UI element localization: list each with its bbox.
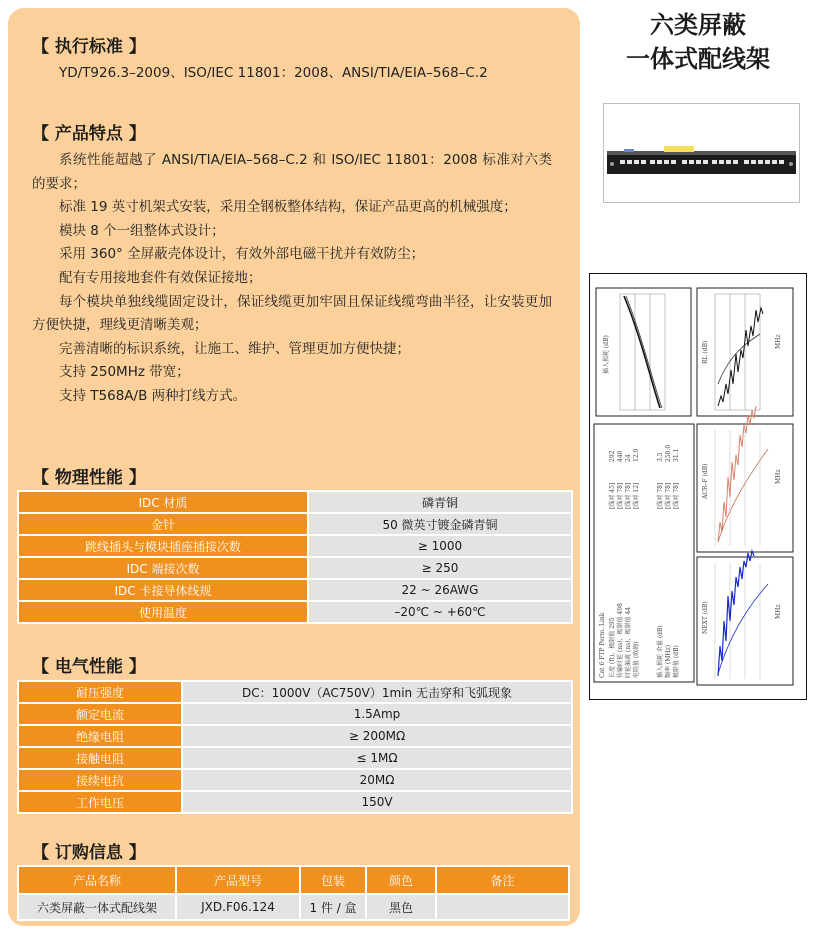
feature-item: 采用 360° 全屏蔽壳体设计，有效外部电磁干扰并有效防尘；: [59, 246, 425, 263]
acr-series: [718, 406, 756, 542]
table-label: 使用温度: [18, 601, 308, 623]
summary-pair: [线对 78]: [665, 482, 672, 509]
column-header: 备注: [436, 866, 569, 894]
product-title-line1: 六类屏蔽: [650, 11, 746, 39]
table-value: 20MΩ: [182, 769, 572, 791]
table-row: [18, 769, 572, 791]
feature-item: 标准 19 英寸机架式安装，采用全钢板整体结构，保证产品更高的机械强度；: [59, 199, 517, 216]
order-table: [17, 865, 570, 921]
next-mhz-label: MHz: [775, 604, 782, 619]
feature-item: 每个模块单独线缆固定设计，保证线缆更加牢固且保证线缆弯曲半径，让安装更加方便快捷，理线更清晰美观；: [32, 293, 552, 334]
summary-pair: [线对 78]: [673, 482, 680, 509]
table-row: [18, 894, 569, 920]
column-header: 包装: [300, 866, 366, 894]
table-label: 金针: [18, 513, 308, 535]
table-label: 耐压强度: [18, 681, 182, 703]
pair-value: 12.9: [633, 448, 640, 462]
table-cell: 黑色: [366, 894, 436, 920]
report-line: 时延偏离 (ns)，极限值 44: [625, 606, 632, 678]
summary-label: 插入损耗 余量 (dB): [657, 625, 664, 678]
table-header-row: [18, 866, 569, 894]
table-label: IDC 卡接导体线规: [18, 579, 308, 601]
table-row: [18, 791, 572, 813]
table-label: 接续电抗: [18, 769, 182, 791]
table-value: 50 微英寸镀金磷青铜: [308, 513, 572, 535]
product-title: [598, 8, 798, 76]
pair-label: [线对 12]: [633, 482, 640, 509]
table-label: 工作电压: [18, 791, 182, 813]
report-line: Cat 6 FTP Perm. Link: [599, 612, 606, 678]
summary-value: 250.0: [665, 444, 672, 462]
table-label: IDC 材质: [18, 491, 308, 513]
summary-value: 31.1: [673, 448, 680, 462]
summary-value: 3.5: [657, 452, 664, 462]
feature-item: 支持 T568A/B 两种打线方式。: [59, 387, 247, 404]
acr-mhz-label: MHz: [775, 469, 782, 484]
column-header: 产品型号: [176, 866, 300, 894]
test-report: [589, 273, 807, 700]
physical-heading: 【 物理性能 】: [32, 468, 146, 488]
feature-item: 模块 8 个一组整体式设计；: [59, 222, 225, 239]
report-line: 传输时延 (ns)，极限值 498: [617, 603, 624, 678]
table-row: [18, 557, 572, 579]
test-graphs: [590, 274, 805, 698]
features-list: [32, 149, 552, 409]
table-label: IDC 端接次数: [18, 557, 308, 579]
product-photo: [603, 103, 800, 203]
table-row: [18, 601, 572, 623]
table-label: 绝缘电阻: [18, 725, 182, 747]
summary-label: 频率 (MHz): [665, 644, 672, 678]
table-row: [18, 681, 572, 703]
pair-value: 440: [617, 450, 624, 462]
column-header: 颜色: [366, 866, 436, 894]
table-cell: 六类屏蔽一体式配线架: [18, 894, 176, 920]
table-value: 1.5Amp: [182, 703, 572, 725]
il-axis-label: 插入损耗 (dB): [603, 335, 610, 374]
table-value: ≥ 250: [308, 557, 572, 579]
feature-item: 配有专用接地套件有效保证接地；: [59, 269, 262, 286]
table-value: ≤ 1MΩ: [182, 747, 572, 769]
electrical-table: [17, 680, 573, 814]
standards-paragraph: YD/T926.3–2009、ISO/IEC 11801：2008、ANSI/TIA/EIA–568–C.2: [59, 65, 488, 81]
table-value: 磷青铜: [308, 491, 572, 513]
physical-table: [17, 490, 573, 624]
feature-item: 完善清晰的标识系统，让施工、维护、管理更加方便快捷；: [59, 340, 410, 357]
table-cell: JXD.F06.124: [176, 894, 300, 920]
column-header: 产品名称: [18, 866, 176, 894]
pair-value: 24: [625, 454, 632, 462]
standards-heading: 【 执行标准 】: [32, 37, 146, 57]
summary-label: 极限值 (dB): [673, 645, 680, 678]
summary-pair: [线对 78]: [657, 482, 664, 509]
table-label: 跳线插头与模块插座插接次数: [18, 535, 308, 557]
table-label: 接触电阻: [18, 747, 182, 769]
table-row: [18, 725, 572, 747]
product-title-line2: 一体式配线架: [626, 45, 770, 73]
pair-label: [线对 78]: [617, 482, 624, 509]
table-value: ≥ 200MΩ: [182, 725, 572, 747]
table-row: [18, 579, 572, 601]
rl-axis-label: RL (dB): [702, 340, 709, 364]
table-label: 额定电流: [18, 703, 182, 725]
pair-label: [线对 45]: [609, 482, 616, 509]
next-axis-label: NEXT (dB): [702, 601, 709, 634]
table-row: [18, 703, 572, 725]
feature-item: 支持 250MHz 带宽；: [59, 364, 190, 381]
table-row: [18, 535, 572, 557]
table-row: [18, 513, 572, 535]
table-value: ≥ 1000: [308, 535, 572, 557]
table-row: [18, 491, 572, 513]
features-heading: 【 产品特点 】: [32, 124, 146, 144]
feature-item: 系统性能超越了 ANSI/TIA/EIA–568–C.2 和 ISO/IEC 11801：2008 标准对六类的要求；: [32, 152, 552, 192]
table-value: 22 ~ 26AWG: [308, 579, 572, 601]
rl-mhz-label: MHz: [775, 334, 782, 349]
table-row: [18, 747, 572, 769]
report-line: 长度 (ft)，极限值 295: [609, 617, 616, 678]
table-value: 150V: [182, 791, 572, 813]
pair-value: 292: [609, 450, 616, 462]
table-cell: [436, 894, 569, 920]
table-cell: 1 件 / 盒: [300, 894, 366, 920]
electrical-heading: 【 电气性能 】: [32, 657, 146, 677]
standards-text: [32, 62, 552, 86]
acr-axis-label: ACR–F (dB): [702, 463, 709, 499]
table-value: DC：1000V（AC750V）1min 无击穿和飞弧现象: [182, 681, 572, 703]
table-value: –20℃ ~ +60℃: [308, 601, 572, 623]
pair-label: [线对 78]: [625, 482, 632, 509]
report-line: 电阻值 (欧姆): [633, 641, 640, 678]
order-heading: 【 订购信息 】: [32, 843, 146, 863]
patch-panel-icon: [604, 104, 799, 202]
